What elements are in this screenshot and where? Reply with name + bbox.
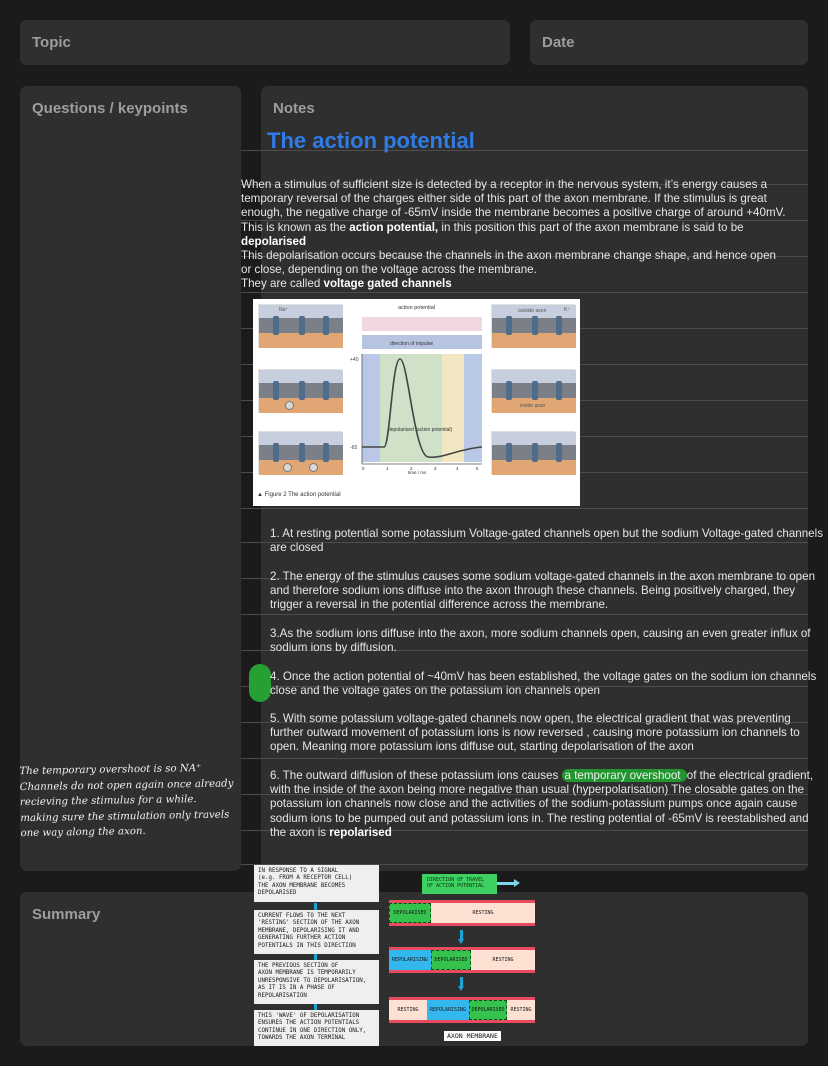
highlighter-mark: [249, 664, 271, 702]
membrane-section-right-3: [491, 431, 575, 474]
membrane-strip-3: [389, 997, 535, 1023]
wave-step-arrow: [314, 903, 317, 910]
notes-label: Notes: [273, 100, 315, 117]
figure-caption: ▲ Figure 2 The action potential: [257, 492, 341, 498]
segment-resting: RESTING: [472, 910, 494, 916]
down-arrow-icon: [460, 977, 463, 986]
step-3: 3.As the sodium ions diffuse into the axon, more sodium channels open, causing an even greater influx of sodium ions by diffusion.: [270, 627, 811, 655]
inside-axon-label: inside axon: [520, 403, 546, 409]
segment-repolarising: REPOLARISING: [389, 950, 431, 970]
graph-hyperpolarisation-region: [464, 354, 482, 462]
ruled-line: [241, 292, 808, 293]
segment-depolarised: DEPOLARISED: [389, 903, 431, 923]
axon-membrane-label: AXON MEMBRANE: [444, 1031, 501, 1041]
questions-panel[interactable]: [20, 86, 241, 871]
action-potential-graph: [348, 299, 488, 491]
k-label: K⁺: [564, 307, 570, 313]
intro-bold-depolarised: depolarised: [241, 234, 307, 248]
segment-depolarised: DEPOLARISED: [469, 1000, 507, 1020]
wave-step-box-1: IN RESPONSE TO A SIGNAL (e.g. FROM A RECEPTOR CELL) THE AXON MEMBRANE BECOMES DEPOLARISED: [254, 865, 379, 902]
graph-repolarisation-region: [442, 354, 464, 462]
step-1: 1. At resting potential some potassium Voltage-gated channels open but the sodium Voltage-gated channels are closed: [270, 527, 824, 555]
down-arrowhead-icon: [458, 986, 464, 991]
outside-axon-label: outside axon: [518, 308, 547, 314]
membrane-strip-1: [389, 900, 535, 926]
handwritten-note: The temporary overshoot is so NA⁺ Channels do not open again once already recieving the stimulus for a while. making sure the stimulation only travels one way along the axon.: [19, 762, 234, 840]
membrane-section-right-2: [491, 369, 575, 412]
topic-label: Topic: [32, 34, 71, 51]
x-tick-4: 4: [456, 466, 459, 471]
segment-resting: RESTING: [397, 1007, 419, 1013]
wave-step-box-4: THIS 'WAVE' OF DEPOLARISATION ENSURES THE ACTION POTENTIALS CONTINUE IN ONE DIRECTION ONLY, TOWARDS THE AXON TERMINAL: [254, 1010, 379, 1046]
graph-depolarised-region: [380, 354, 442, 462]
depolarised-label: depolarised (action potential): [388, 427, 453, 433]
step-6-text-b: of the electrical gradient, with the inside of the axon being more negative than usual (hyperpolarisation) The closable gates on the potassium ion channels now close and the activities of the sodium-potassium pumps once again cause sodium ions to be pumped out and potassium ions in. The resting potential of -65mV is reestablished and the axon is: [270, 769, 814, 839]
depolarisation-wave-figure: [254, 865, 538, 1046]
na-label: Na⁺: [279, 307, 289, 313]
down-arrowhead-icon: [458, 939, 464, 944]
membrane-section-right-1: [491, 304, 575, 347]
step-6-bold: repolarised: [329, 825, 392, 839]
ruled-line: [241, 758, 808, 759]
intro-text-2: in this position this part of the axon membrane is said to be: [438, 220, 744, 234]
step-6: [270, 769, 826, 840]
y-label-plus: +40: [350, 357, 359, 363]
x-tick-5: 5: [476, 466, 479, 471]
intro-text-4: They are called: [241, 277, 324, 291]
segment-repolarising: REPOLARISING: [427, 1000, 469, 1020]
action-potential-figure: [253, 299, 580, 506]
direction-arrow-icon: [497, 882, 515, 885]
notes-title: The action potential: [267, 128, 475, 153]
step-6-text-a: 6. The outward diffusion of these potassium ions causes: [270, 769, 562, 782]
segment-resting: RESTING: [510, 1007, 532, 1013]
x-tick-0: 0: [362, 466, 365, 471]
wave-step-box-2: CURRENT FLOWS TO THE NEXT 'RESTING' SECTION OF THE AXON MEMBRANE, DEPOLARISING IT AND GENERATING FURTHER ACTION POTENTIALS IN THIS DIRECTION: [254, 910, 379, 954]
intro-bold-voltage-gated: voltage gated channels: [323, 277, 452, 291]
graph-resting-region: [362, 354, 380, 462]
direction-label: DIRECTION OF TRAVEL OF ACTION POTENTIAL: [422, 874, 497, 894]
time-label: time / ms: [408, 470, 427, 475]
x-tick-1: 1: [386, 466, 389, 471]
membrane-section-left-3: [258, 431, 342, 474]
membrane-section-left-2: [258, 369, 342, 412]
segment-resting: RESTING: [492, 957, 514, 963]
step-2: 2. The energy of the stimulus causes some sodium voltage-gated channels in the axon membrane to open and therefore sodium ions diffuse into the axon through these channels. Being positively charged, they trigger a reversal in the potential difference across the membrane.: [270, 570, 816, 612]
ion-circle: [309, 463, 318, 472]
wave-step-box-3: THE PREVIOUS SECTION OF AXON MEMBRANE IS TEMPORARILY UNRESPONSIVE TO DEPOLARISATION, AS IT IS IN A PHASE OF REPOLARISATION: [254, 960, 379, 1004]
summary-label: Summary: [32, 906, 101, 923]
y-label-minus: -65: [350, 445, 358, 451]
x-tick-3: 3: [434, 466, 437, 471]
topic-field[interactable]: [20, 20, 510, 65]
direction-arrowhead-icon: [514, 879, 520, 887]
intro-text-1: When a stimulus of sufficient size is detected by a receptor in the nervous system, it’s energy causes a temporary reversal of the charges either side of this part of the axon membrane. If the stimulus is great enough, the negative charge of -65mV inside the membrane becomes a positive charge of around +40mV. This is known as the: [241, 178, 786, 234]
segment-depolarised: DEPOLARISED: [431, 950, 471, 970]
step-5: 5. With some potassium voltage-gated channels now open, the electrical gradient that was preventing further outward movement of potassium ions is now reversed , causing more potassium ion channels to open. Meaning more potassium ions diffuse out, starting depolarisation of the axon: [270, 712, 800, 754]
questions-label: Questions / keypoints: [32, 100, 188, 117]
ion-circle: [285, 401, 294, 410]
ruled-line: [241, 614, 808, 615]
x-tick-2: 2: [410, 466, 413, 471]
membrane-strip-2: [389, 947, 535, 973]
step-6-highlight: a temporary overshoot: [562, 769, 687, 782]
ion-circle: [283, 463, 292, 472]
membrane-section-left-1: [258, 304, 342, 347]
ruled-line: [241, 508, 808, 509]
date-field[interactable]: [530, 20, 808, 65]
intro-bold-action-potential: action potential,: [349, 220, 439, 234]
impulse-label: direction of impulse: [390, 341, 434, 347]
step-4: 4. Once the action potential of ~40mV has been established, the voltage gates on the sodium ion channels close and the voltage gates on the potassium ion channels open: [270, 670, 817, 698]
intro-paragraph: [241, 178, 786, 292]
down-arrow-icon: [460, 930, 463, 939]
top-label: action potential: [398, 305, 435, 311]
date-label: Date: [542, 34, 575, 51]
graph-top-band: [362, 317, 482, 331]
intro-text-3: This depolarisation occurs because the channels in the axon membrane change shape, and hence open or close, depending on the voltage across the membrane.: [241, 249, 776, 277]
